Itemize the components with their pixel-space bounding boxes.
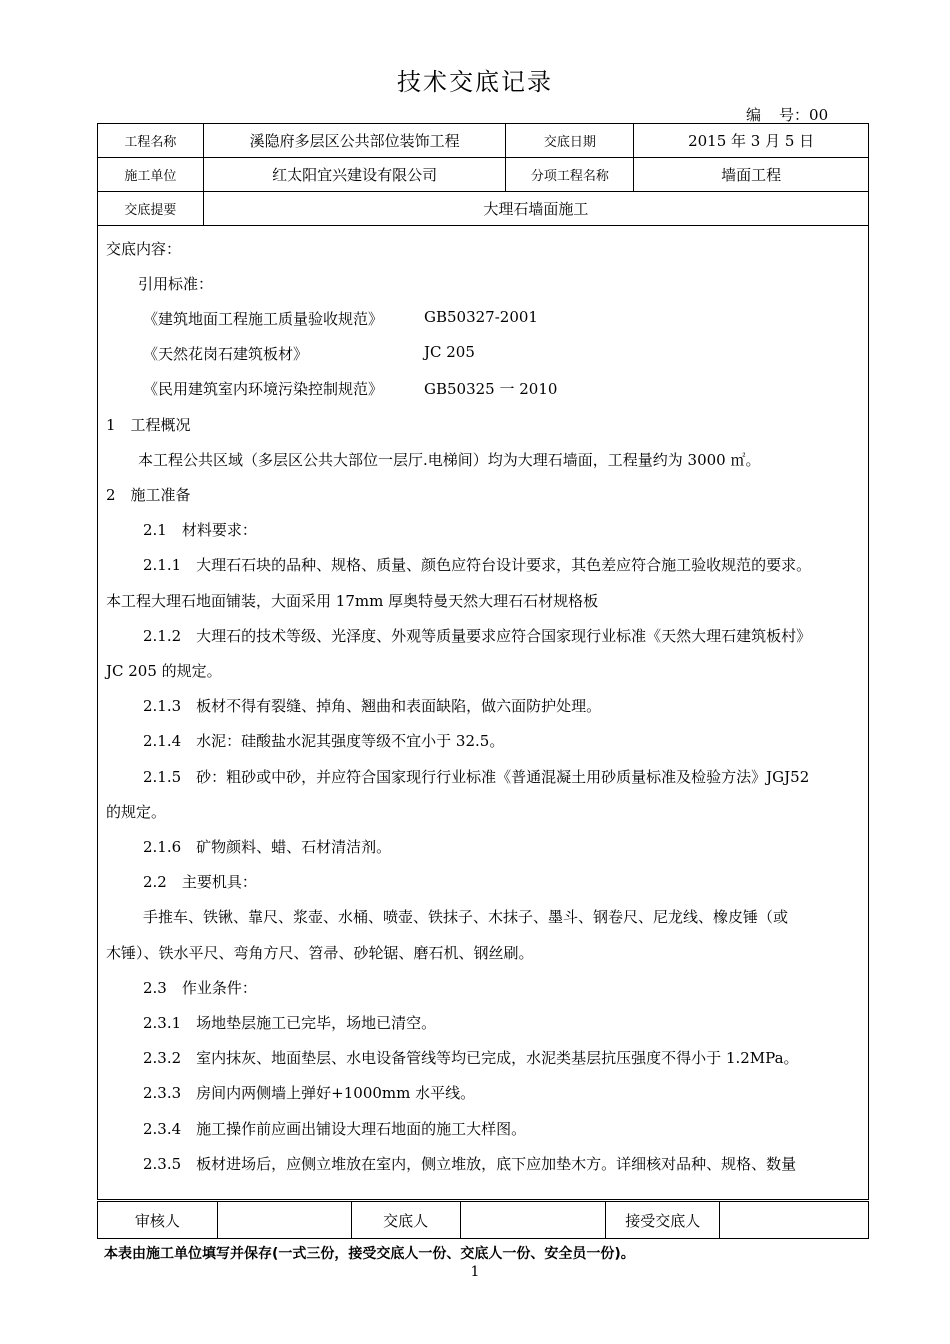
subsection-heading: 2.2 主要机具：: [143, 873, 257, 891]
page-number: 1: [470, 1264, 480, 1280]
receiver-label: 接受交底人: [606, 1202, 720, 1239]
paragraph: 本工程公共区域（多层区公共大部位一层厅.电梯间）均为大理石墙面，工程量约为 3000 ㎡。: [138, 451, 761, 469]
unit-label: 施工单位: [98, 158, 204, 192]
section-heading: 2 施工准备: [106, 486, 191, 504]
paragraph: 2.3.5 板材进场后，应侧立堆放在室内，侧立堆放，底下应加垫木方。详细核对品种、规格、数量: [143, 1155, 797, 1173]
signature-row: [98, 1202, 869, 1239]
discloser-signature-field[interactable]: [460, 1202, 606, 1239]
reviewer-label: 审核人: [98, 1202, 218, 1239]
unit-value: 红太阳宜兴建设有限公司: [203, 158, 506, 192]
paragraph: 2.1.6 矿物颜料、蜡、石材清洁剂。: [143, 838, 392, 856]
reference-label: 引用标准：: [138, 275, 214, 293]
subproject-label: 分项工程名称: [506, 158, 634, 192]
paragraph: 2.3.1 场地垫层施工已完毕，场地已清空。: [143, 1014, 437, 1032]
paragraph: 2.1.4 水泥：硅酸盐水泥其强度等级不宜小于 32.5。: [143, 732, 505, 750]
paragraph-continued: 的规定。: [106, 803, 167, 821]
doc-no-value: 00: [809, 106, 829, 124]
date-value: 2015 年 3 月 5 日: [634, 124, 869, 158]
discloser-label: 交底人: [351, 1202, 460, 1239]
summary-value: 大理石墙面施工: [203, 192, 868, 226]
content-heading: 交底内容：: [106, 240, 182, 258]
paragraph-continued: 木锤）、铁水平尺、弯角方尺、笤帚、砂轮锯、磨石机、钢丝刷。: [106, 944, 534, 962]
document-number: [746, 104, 828, 125]
header-row-2: [98, 158, 869, 192]
standard-title: 《天然花岗石建筑板材》: [143, 345, 309, 363]
header-row-1: [98, 124, 869, 158]
receiver-signature-field[interactable]: [720, 1202, 869, 1239]
paragraph-continued: 本工程大理石地面铺装，大面采用 17mm 厚奥特曼天然大理石石材规格板: [106, 592, 599, 610]
paragraph: 2.3.2 室内抹灰、地面垫层、水电设备管线等均已完成，水泥类基层抗压强度不得小于 1.2MPa。: [143, 1049, 799, 1067]
project-name: 溪隐府多层区公共部位装饰工程: [203, 124, 506, 158]
paragraph: 2.1.2 大理石的技术等级、光泽度、外观等质量要求应符合国家现行业标准《天然大理石建筑板村》: [143, 627, 812, 645]
header-row-3: [98, 192, 869, 226]
header-table: [97, 123, 869, 226]
footer-note: 本表由施工单位填写并保存(一式三份，接受交底人一份、交底人一份、安全员一份)。: [104, 1246, 635, 1262]
paragraph: 2.1.1 大理石石块的品种、规格、质量、颜色应符台设计要求，其色差应符合施工验收规范的要求。: [143, 556, 812, 574]
date-label: 交底日期: [506, 124, 634, 158]
doc-no-label-a: 编: [746, 106, 762, 124]
standard-code: JC 205: [424, 343, 475, 361]
subsection-heading: 2.1 材料要求：: [143, 521, 257, 539]
standard-title: 《民用建筑室内环境污染控制规范》: [143, 380, 384, 398]
project-name-label: 工程名称: [98, 124, 204, 158]
reviewer-signature-field[interactable]: [217, 1202, 351, 1239]
paragraph: 2.1.5 砂：粗砂或中砂，并应符合国家现行行业标准《普通混凝土用砂质量标准及检验方法》JGJ52: [143, 768, 810, 786]
paragraph-continued: JC 205 的规定。: [106, 662, 222, 680]
standard-code: GB50327-2001: [424, 308, 538, 326]
section-heading: 1 工程概况: [106, 416, 191, 434]
summary-label: 交底提要: [98, 192, 204, 226]
standard-code: GB50325 一 2010: [424, 380, 558, 398]
paragraph: 手推车、铁锹、靠尺、浆壶、水桶、喷壶、铁抹子、木抹子、墨斗、钢卷尺、尼龙线、橡皮锤（或: [143, 908, 789, 926]
paragraph: 2.1.3 板材不得有裂缝、掉角、翘曲和表面缺陷，做六面防护处理。: [143, 697, 602, 715]
subproject-value: 墙面工程: [634, 158, 869, 192]
paragraph: 2.3.4 施工操作前应画出铺设大理石地面的施工大样图。: [143, 1120, 527, 1138]
standard-title: 《建筑地面工程施工质量验收规范》: [143, 310, 384, 328]
paragraph: 2.3.3 房间内两侧墙上弹好+1000mm 水平线。: [143, 1084, 476, 1102]
subsection-heading: 2.3 作业条件：: [143, 979, 257, 997]
page-title: 技术交底记录: [397, 68, 553, 96]
content-box: [97, 224, 869, 1200]
doc-no-label-b: 号：: [779, 106, 810, 124]
signature-table: [97, 1201, 869, 1239]
